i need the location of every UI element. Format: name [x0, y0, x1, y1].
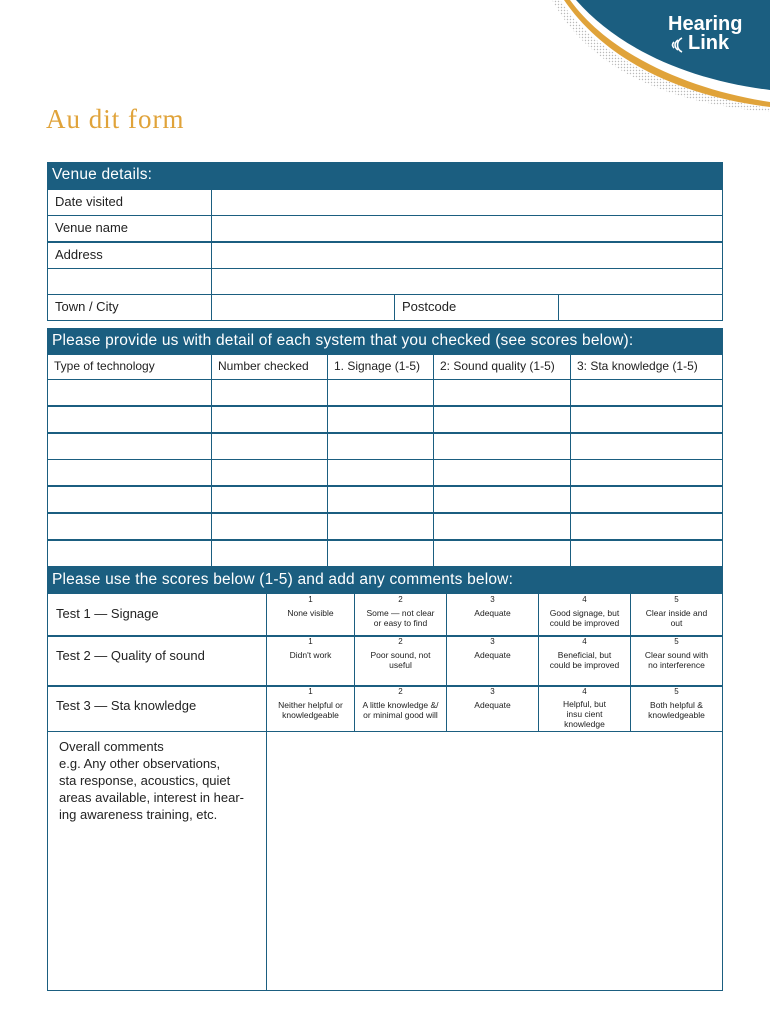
system-row-2-staff-knowledge-score-field[interactable] [570, 406, 723, 433]
hearing-link-logo [530, 0, 770, 112]
test-1-label: Test 1 — Signage [56, 606, 159, 621]
system-row-7-sound-quality-score-field[interactable] [433, 540, 571, 567]
address-label: Address [47, 242, 212, 269]
test-2-score-5-description: Clear sound with no interference [644, 650, 709, 670]
system-row-2-number-checked-field[interactable] [211, 406, 328, 433]
system-row-1-number-checked-field[interactable] [211, 379, 328, 406]
system-row-4-sound-quality-score-field[interactable] [433, 459, 571, 486]
system-row-1-staff-knowledge-score-field[interactable] [570, 379, 723, 406]
system-row-5-signage-score-field[interactable] [327, 486, 434, 513]
system-row-7-signage-score-field[interactable] [327, 540, 434, 567]
test-2-score-3-description: Adequate [474, 650, 511, 660]
column-type-of-technology: Type of technology [47, 354, 212, 380]
system-row-2-signage-score-field[interactable] [327, 406, 434, 433]
system-row-1-signage-score-field[interactable] [327, 379, 434, 406]
test-1-score-4-number: 4 [582, 595, 587, 604]
test-3-score-4-description: Helpful, but insu cient knowledge [563, 699, 606, 729]
test-2-score-5-number: 5 [674, 637, 679, 646]
test-2-score-2-description: Poor sound, not useful [370, 650, 431, 670]
column-staff-knowledge: 3: Sta knowledge (1-5) [570, 354, 723, 380]
test-2-score-2-number: 2 [398, 637, 403, 646]
postcode-label: Postcode [394, 294, 559, 321]
test-1-score-5-description: Clear inside and out [645, 608, 708, 628]
system-row-1-sound-quality-score-field[interactable] [433, 379, 571, 406]
system-row-5-staff-knowledge-score-field[interactable] [570, 486, 723, 513]
test-3-score-2-number: 2 [398, 687, 403, 696]
test-3-label: Test 3 — Sta knowledge [56, 698, 197, 713]
test-1-score-2-number: 2 [398, 595, 403, 604]
test-3-score-3-number: 3 [490, 687, 495, 696]
test-2-score-1-number: 1 [308, 637, 313, 646]
test-3-score-3-description: Adequate [474, 700, 511, 710]
test-3-score-5-description: Both helpful & knowledgeable [648, 700, 705, 720]
test-2-score-1-description: Didn't work [289, 650, 332, 660]
town-city-field[interactable] [211, 294, 395, 321]
column-sound-quality: 2: Sound quality (1-5) [433, 354, 571, 380]
overall-comments-label: Overall comments e.g. Any other observations, sta response, acoustics, quiet areas available, interest in hear- ing awareness training, etc. [59, 739, 244, 822]
system-row-2-technology-field[interactable] [47, 406, 212, 433]
test-2-score-3-number: 3 [490, 637, 495, 646]
venue-name-field[interactable] [211, 215, 723, 242]
system-row-4-signage-score-field[interactable] [327, 459, 434, 486]
test-3-score-1-number: 1 [308, 687, 313, 696]
system-row-3-technology-field[interactable] [47, 433, 212, 460]
system-row-4-staff-knowledge-score-field[interactable] [570, 459, 723, 486]
address-field-line1[interactable] [211, 242, 723, 269]
test-1-score-5-number: 5 [674, 595, 679, 604]
logo-text-hearing: Hearing [668, 13, 743, 35]
system-row-3-sound-quality-score-field[interactable] [433, 433, 571, 460]
system-row-3-number-checked-field[interactable] [211, 433, 328, 460]
test-1-score-1-number: 1 [308, 595, 313, 604]
test-2-score-4-number: 4 [582, 637, 587, 646]
system-row-1-technology-field[interactable] [47, 379, 212, 406]
venue-details-header: Venue details: [47, 162, 723, 189]
system-row-3-staff-knowledge-score-field[interactable] [570, 433, 723, 460]
logo-text-link: Link [688, 32, 730, 54]
system-row-6-sound-quality-score-field[interactable] [433, 513, 571, 540]
date-visited-field[interactable] [211, 189, 723, 216]
system-row-4-number-checked-field[interactable] [211, 459, 328, 486]
address-field-line2[interactable] [211, 268, 723, 295]
system-row-6-number-checked-field[interactable] [211, 513, 328, 540]
date-visited-label: Date visited [47, 189, 212, 216]
system-row-7-staff-knowledge-score-field[interactable] [570, 540, 723, 567]
test-1-score-2-description: Some — not clear or easy to find [366, 608, 435, 628]
scores-header: Please use the scores below (1-5) and add any comments below: [47, 567, 723, 594]
test-3-score-5-number: 5 [674, 687, 679, 696]
column-signage: 1. Signage (1-5) [327, 354, 434, 380]
system-row-4-technology-field[interactable] [47, 459, 212, 486]
system-row-2-sound-quality-score-field[interactable] [433, 406, 571, 433]
test-1-score-3-number: 3 [490, 595, 495, 604]
test-1-score-4-description: Good signage, but could be improved [549, 608, 620, 628]
address-label-continued [47, 268, 212, 295]
column-number-checked: Number checked [211, 354, 328, 380]
overall-comments-field[interactable] [266, 731, 723, 991]
systems-header: Please provide us with detail of each system that you checked (see scores below): [47, 328, 723, 355]
test-2-score-4-description: Beneficial, but could be improved [549, 650, 620, 670]
system-row-7-number-checked-field[interactable] [211, 540, 328, 567]
postcode-field[interactable] [558, 294, 723, 321]
test-1-score-3-description: Adequate [474, 608, 511, 618]
system-row-7-technology-field[interactable] [47, 540, 212, 567]
system-row-5-technology-field[interactable] [47, 486, 212, 513]
town-city-label: Town / City [47, 294, 212, 321]
test-3-score-1-description: Neither helpful or knowledgeable [278, 700, 343, 720]
test-3-score-2-description: A little knowledge &/ or minimal good will [362, 700, 439, 720]
test-1-score-1-description: None visible [287, 608, 334, 618]
system-row-6-technology-field[interactable] [47, 513, 212, 540]
system-row-6-signage-score-field[interactable] [327, 513, 434, 540]
system-row-5-sound-quality-score-field[interactable] [433, 486, 571, 513]
page-title: Au dit form [46, 104, 185, 134]
sound-waves-icon [668, 36, 688, 54]
test-3-score-4-number: 4 [582, 687, 587, 696]
venue-name-label: Venue name [47, 215, 212, 242]
system-row-6-staff-knowledge-score-field[interactable] [570, 513, 723, 540]
test-2-label: Test 2 — Quality of sound [56, 648, 205, 663]
system-row-3-signage-score-field[interactable] [327, 433, 434, 460]
system-row-5-number-checked-field[interactable] [211, 486, 328, 513]
